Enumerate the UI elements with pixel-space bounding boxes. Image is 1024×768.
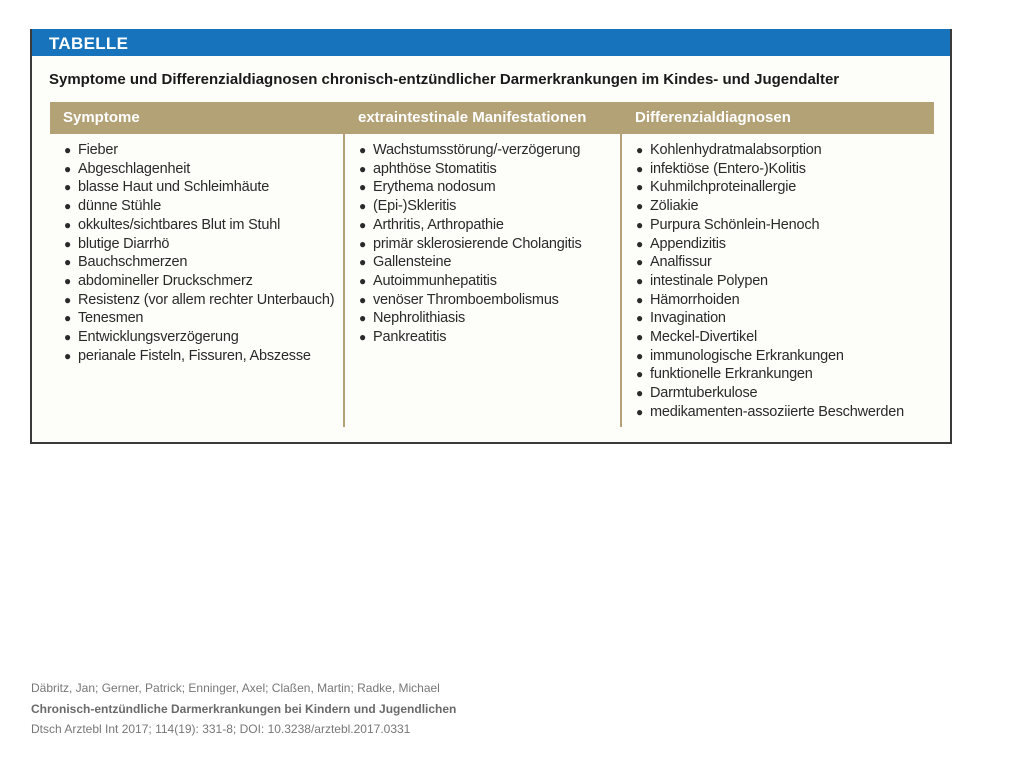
list-item-text: Darmtuberkulose [650,385,758,402]
list-item-text: Meckel-Divertikel [650,329,757,346]
bullet-icon: ● [636,386,644,401]
column-extraintestinal [345,102,620,427]
list-item-text: infektiöse (Entero-)Kolitis [650,160,806,177]
list-item-text: perianale Fisteln, Fissuren, Abszesse [78,347,311,364]
list-item-text: okkultes/sichtbares Blut im Stuhl [78,216,281,233]
list-item-text: blutige Diarrhö [78,235,170,252]
bullet-icon: ● [64,143,72,157]
list-item-text: Gallensteine [373,254,452,271]
differential-list [622,134,934,422]
list-item [636,235,934,254]
citation-source: Dtsch Arztebl Int 2017; 114(19): 331-8; DOI: 10.3238/arztebl.2017.0331 [31,722,411,736]
list-item-text: Erythema nodosum [373,179,496,196]
list-item [359,160,620,179]
bullet-icon: ● [64,348,72,363]
bullet-icon: ● [359,311,367,326]
list-item [359,253,620,272]
list-item [64,178,343,197]
bullet-icon: ● [636,217,644,232]
list-item-text: (Epi-)Skleritis [373,198,457,215]
list-item-text: dünne Stühle [78,198,162,215]
extraintestinal-list [345,134,620,347]
list-item [359,235,620,254]
bullet-icon: ● [359,236,367,251]
bullet-icon: ● [636,348,644,363]
list-item-text: Kuhmilchproteinallergie [650,179,797,196]
list-item-text: Invagination [650,310,726,327]
list-item [636,253,934,272]
list-item-text: Zöliakie [650,198,699,215]
bullet-icon: ● [359,217,367,232]
list-item-text: Appendizitis [650,235,726,252]
list-item [636,141,934,160]
list-item [359,328,620,347]
bullet-icon: ● [359,199,367,214]
bullet-icon: ● [636,143,644,157]
list-item [636,197,934,216]
list-item [359,309,620,328]
list-item [64,328,343,347]
list-item-text: Purpura Schönlein-Henoch [650,216,820,233]
list-item [64,235,343,254]
list-item-text: Autoimmunhepatitis [373,272,497,289]
table-title: Symptome und Differenzialdiagnosen chronisch-entzündlicher Darmerkrankungen im Kindes- und Jugendalter [49,71,840,88]
list-item-text: Entwicklungsverzögerung [78,329,239,346]
bullet-icon: ● [359,180,367,195]
bullet-icon: ● [636,311,644,326]
list-item-text: Kohlenhydratmalabsorption [650,142,822,158]
list-item-text: venöser Thromboembolismus [373,291,559,308]
citation [31,678,456,740]
bullet-icon: ● [64,273,72,288]
list-item-text: Tenesmen [78,310,144,327]
column-symptoms [50,102,343,427]
list-item-text: intestinale Polypen [650,272,768,289]
list-item [636,160,934,179]
bullet-icon: ● [64,311,72,326]
bullet-icon: ● [64,180,72,195]
list-item-text: Analfissur [650,254,712,271]
list-item [359,178,620,197]
column-differential [622,102,934,427]
list-item [359,291,620,310]
list-item-text: Resistenz (vor allem rechter Unterbauch) [78,291,335,308]
bullet-icon: ● [64,330,72,345]
bullet-icon: ● [359,255,367,270]
list-item [64,197,343,216]
bullet-icon: ● [636,199,644,214]
list-item [64,253,343,272]
bullet-icon: ● [636,367,644,382]
table-figure [30,29,952,444]
list-item [359,141,620,160]
bullet-icon: ● [359,273,367,288]
bullet-icon: ● [64,255,72,270]
list-item [359,197,620,216]
list-item [64,160,343,179]
list-item [636,216,934,235]
list-item [359,272,620,291]
bullet-icon: ● [636,330,644,345]
list-item [359,216,620,235]
list-item-text: abdomineller Druckschmerz [78,272,253,289]
column-heading-differential: Differenzialdiagnosen [622,102,934,134]
list-item [636,347,934,366]
bullet-icon: ● [359,330,367,345]
list-item [636,178,934,197]
bullet-icon: ● [64,161,72,176]
bullet-icon: ● [359,143,367,157]
list-item [636,403,934,422]
bullet-icon: ● [359,292,367,307]
bullet-icon: ● [64,217,72,232]
list-item-text: funktionelle Erkrankungen [650,366,813,383]
bullet-icon: ● [636,255,644,270]
list-item [636,328,934,347]
list-item [636,365,934,384]
list-item-text: medikamenten-assoziierte Beschwerden [650,403,904,420]
column-heading-extraintestinal: extraintestinale Manifestationen [345,102,620,134]
list-item-text: Wachstumsstörung/-verzögerung [373,142,581,158]
list-item [64,347,343,366]
list-item [636,291,934,310]
list-item [64,272,343,291]
symptoms-list [50,134,343,365]
list-item-text: Hämorrhoiden [650,291,740,308]
list-item-text: Arthritis, Arthropathie [373,216,504,233]
bullet-icon: ● [636,180,644,195]
column-heading-symptoms: Symptome [50,102,343,134]
table-label: TABELLE [32,29,950,56]
list-item-text: Abgeschlagenheit [78,160,191,177]
list-item-text: Nephrolithiasis [373,310,466,327]
list-item [64,141,343,160]
list-item [636,272,934,291]
list-item-text: Bauchschmerzen [78,254,188,271]
bullet-icon: ● [359,161,367,176]
list-item-text: Pankreatitis [373,329,447,346]
bullet-icon: ● [64,292,72,307]
citation-article-title: Chronisch-entzündliche Darmerkrankungen bei Kindern und Jugendlichen [31,701,457,716]
bullet-icon: ● [636,404,644,419]
table-columns [50,102,934,427]
list-item [64,291,343,310]
list-item-text: primär sklerosierende Cholangitis [373,235,582,252]
bullet-icon: ● [636,161,644,176]
list-item [636,384,934,403]
list-item-text: Fieber [78,142,118,158]
list-item-text: blasse Haut und Schleimhäute [78,179,270,196]
list-item-text: immunologische Erkrankungen [650,347,844,364]
bullet-icon: ● [636,292,644,307]
bullet-icon: ● [64,199,72,214]
list-item-text: aphthöse Stomatitis [373,160,497,177]
list-item [64,309,343,328]
citation-authors: Däbritz, Jan; Gerner, Patrick; Enninger, Axel; Claßen, Martin; Radke, Michael [31,681,440,695]
list-item [64,216,343,235]
list-item [636,309,934,328]
bullet-icon: ● [636,273,644,288]
bullet-icon: ● [636,236,644,251]
bullet-icon: ● [64,236,72,251]
